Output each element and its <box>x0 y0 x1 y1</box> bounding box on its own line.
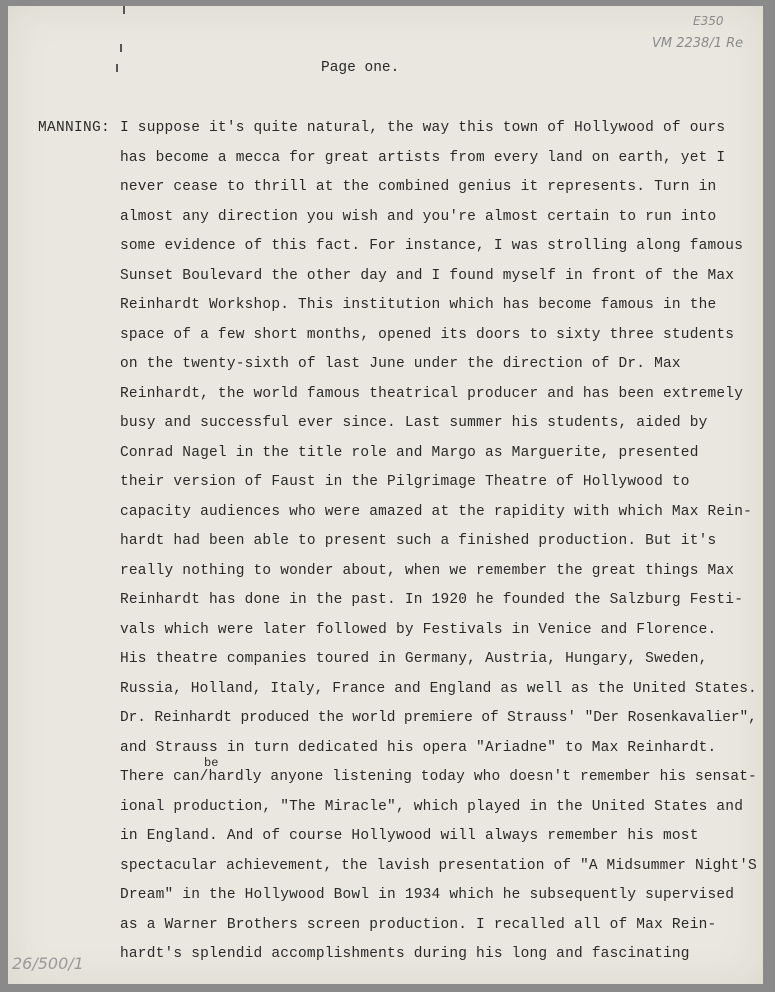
interlinear-insertion: be <box>204 756 219 770</box>
script-line: hardt had been able to present such a finished production. But it's <box>120 533 717 549</box>
archive-number-annotation: 26/500/1 <box>12 954 84 973</box>
script-line: vals which were later followed by Festivals in Venice and Florence. <box>120 622 717 638</box>
margin-mark <box>123 6 125 14</box>
script-line: spectacular achievement, the lavish presentation of "A Midsummer Night'S <box>120 858 757 874</box>
script-line: ional production, "The Miracle", which played in the United States and <box>120 799 744 815</box>
script-line: space of a few short months, opened its doors to sixty three students <box>120 327 735 343</box>
script-line: on the twenty-sixth of last June under the direction of Dr. Max <box>120 356 681 372</box>
script-line: His theatre companies toured in Germany, Austria, Hungary, Sweden, <box>120 651 708 667</box>
script-line: never cease to thrill at the combined genius it represents. Turn in <box>120 179 717 195</box>
speaker-name: MANNING: <box>38 120 111 136</box>
margin-mark <box>120 44 122 52</box>
script-line: I suppose it's quite natural, the way this town of Hollywood of ours <box>120 120 726 136</box>
script-line: Reinhardt, the world famous theatrical producer and has been extremely <box>120 386 744 402</box>
script-line: and Strauss in turn dedicated his opera "Ariadne" to Max Reinhardt. <box>120 740 717 756</box>
archive-code-annotation: E350 <box>693 14 724 28</box>
script-line: really nothing to wonder about, when we remember the great things Max <box>120 563 735 579</box>
script-line: their version of Faust in the Pilgrimage Theatre of Hollywood to <box>120 474 690 490</box>
margin-mark <box>116 64 118 72</box>
script-line: some evidence of this fact. For instance, I was strolling along famous <box>120 238 744 254</box>
script-line: Reinhardt has done in the past. In 1920 he founded the Salzburg Festi- <box>120 592 744 608</box>
script-line: hardt's splendid accomplishments during his long and fascinating <box>120 946 690 962</box>
archive-reference-annotation: VM 2238/1 Re <box>652 36 744 51</box>
script-line: almost any direction you wish and you're almost certain to run into <box>120 209 717 225</box>
script-line: Conrad Nagel in the title role and Margo as Marguerite, presented <box>120 445 699 461</box>
page-title: Page one. <box>321 60 400 76</box>
script-line: Russia, Holland, Italy, France and England as well as the United States. <box>120 681 757 697</box>
script-line: Dream" in the Hollywood Bowl in 1934 which he subsequently supervised <box>120 887 735 903</box>
script-line: There can/hardly anyone listening today who doesn't remember his sensat- <box>120 769 757 785</box>
script-line: Reinhardt Workshop. This institution which has become famous in the <box>120 297 717 313</box>
script-line: Dr. Reinhardt produced the world premiere of Strauss' "Der Rosenkavalier", <box>120 710 757 726</box>
script-line: capacity audiences who were amazed at the rapidity with which Max Rein- <box>120 504 753 520</box>
script-line: in England. And of course Hollywood will always remember his most <box>120 828 699 844</box>
document-page <box>8 6 763 984</box>
script-line: busy and successful ever since. Last summer his students, aided by <box>120 415 708 431</box>
script-line: has become a mecca for great artists from every land on earth, yet I <box>120 150 726 166</box>
script-line: Sunset Boulevard the other day and I found myself in front of the Max <box>120 268 735 284</box>
script-line: as a Warner Brothers screen production. I recalled all of Max Rein- <box>120 917 717 933</box>
